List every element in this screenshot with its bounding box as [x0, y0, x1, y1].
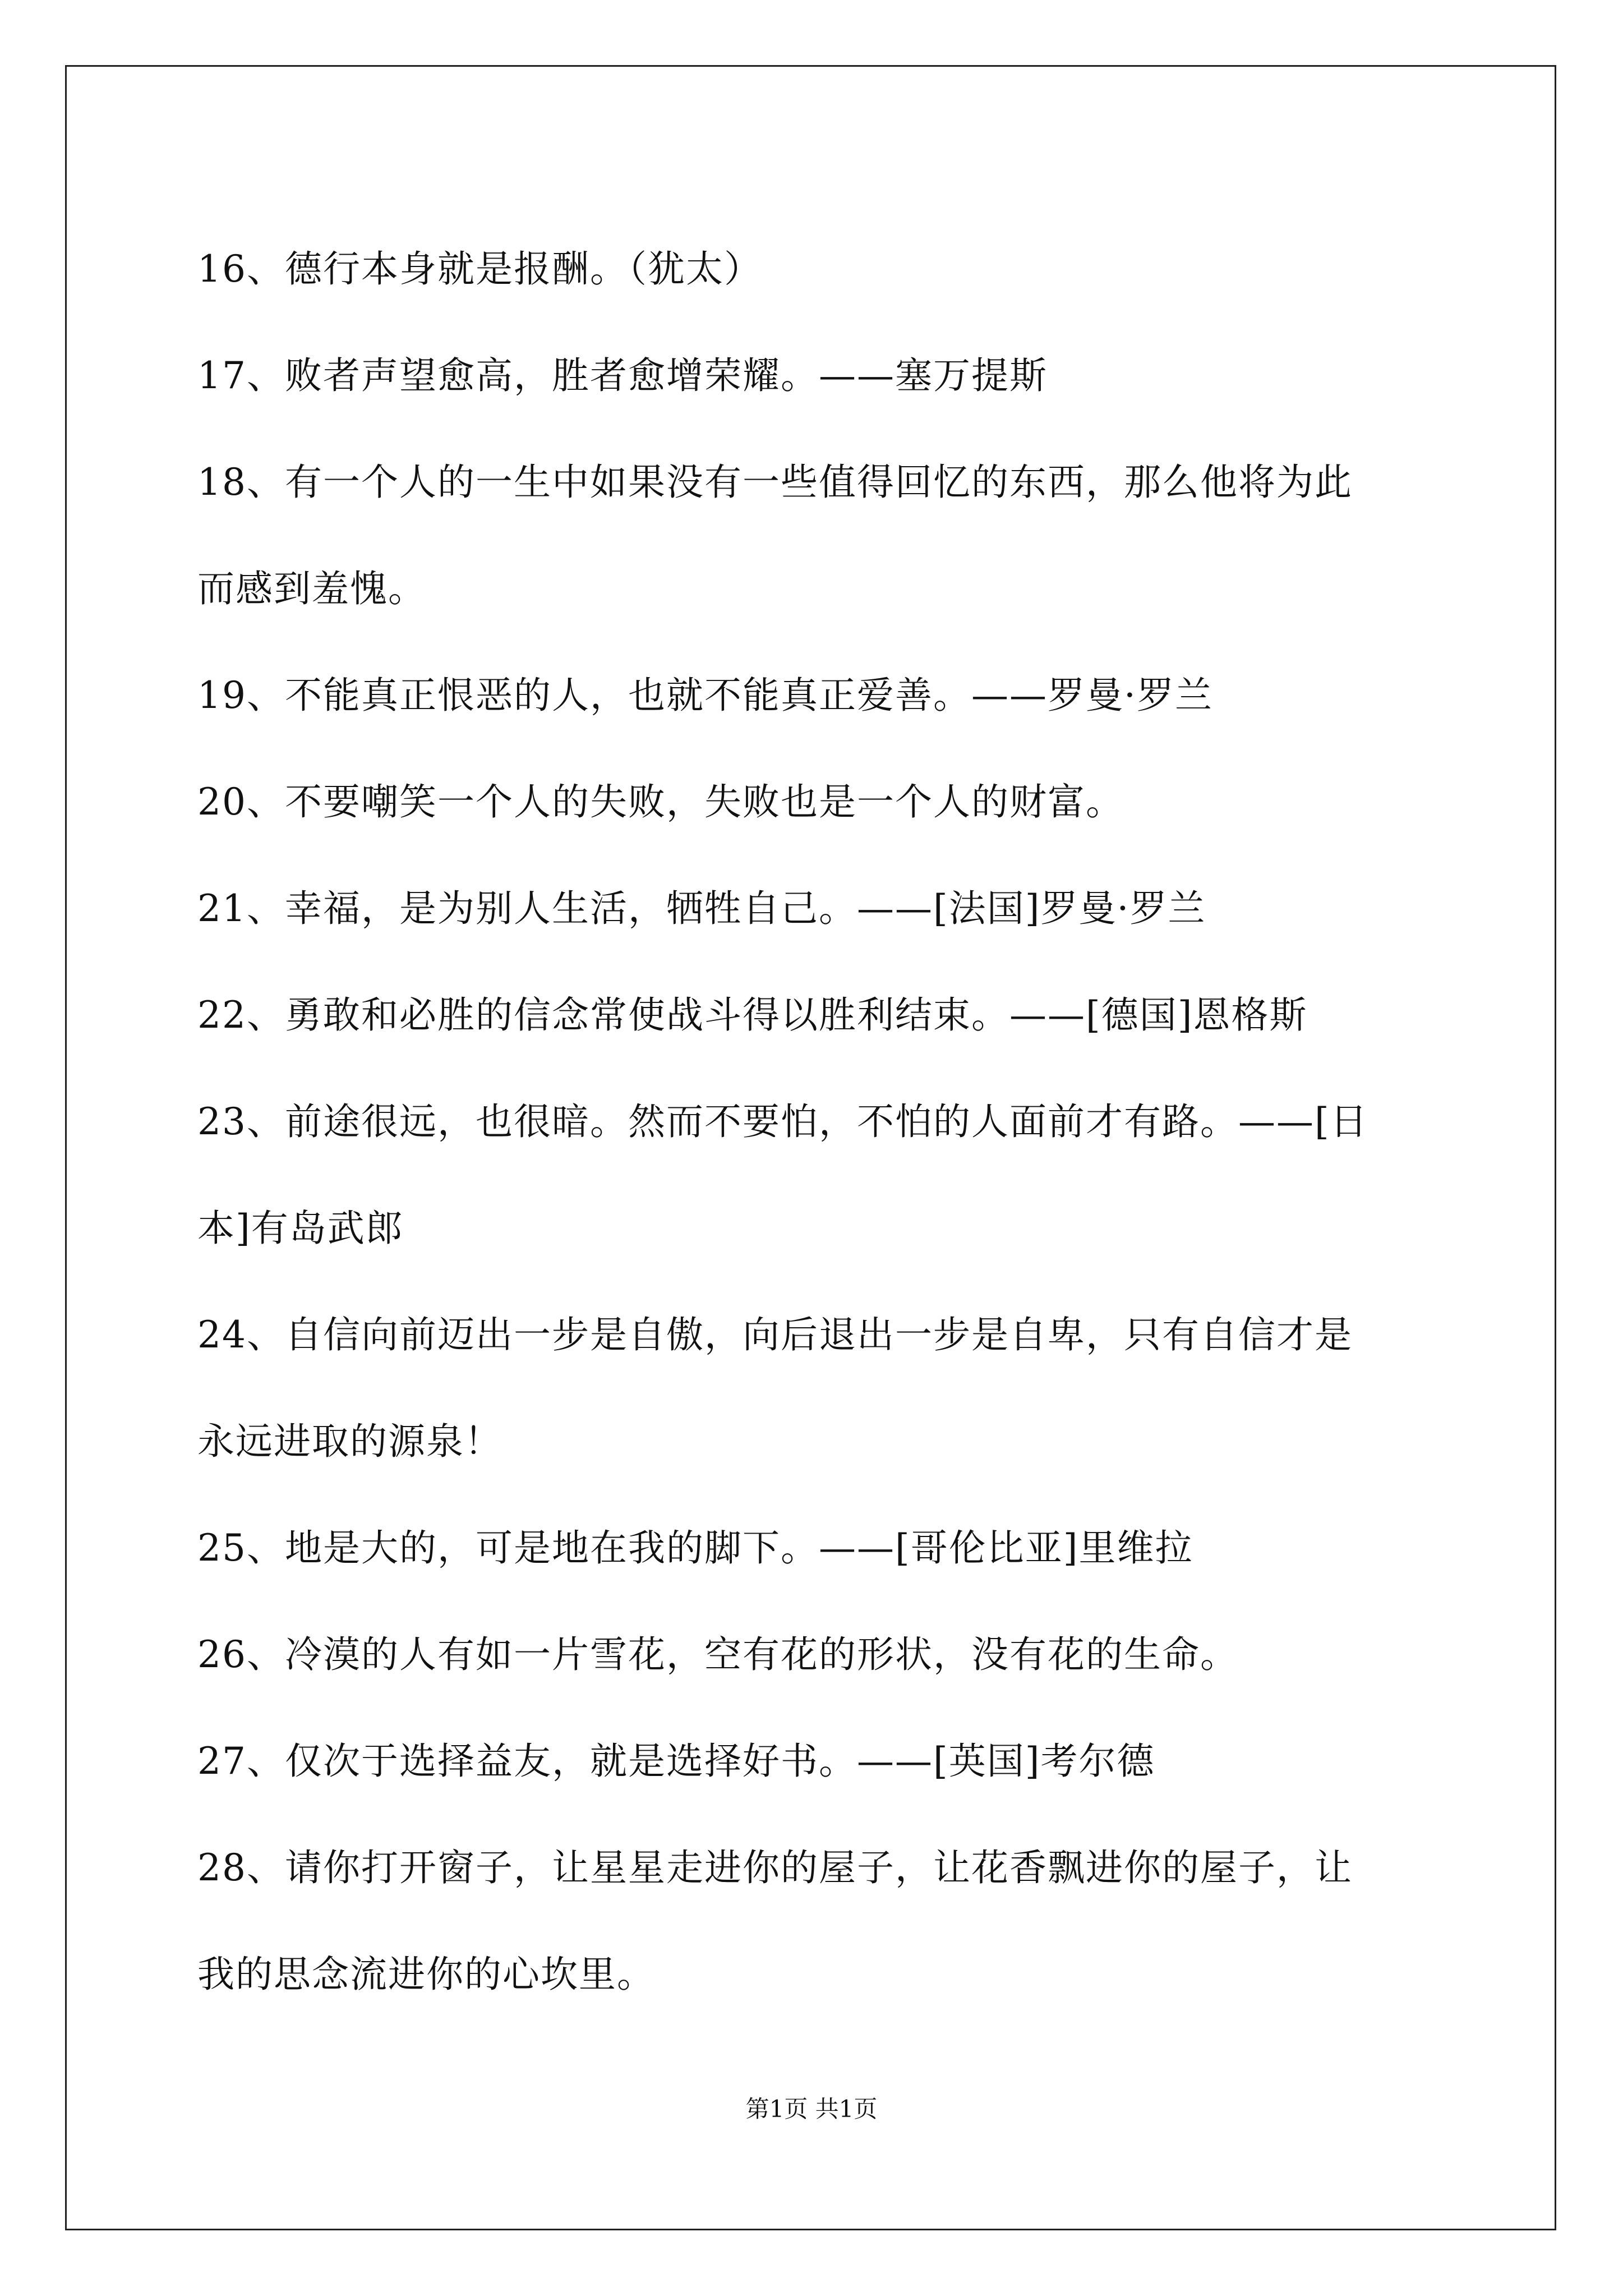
text-line: 而感到羞愧。 — [197, 567, 426, 610]
text-line: 22、勇敢和必胜的信念常使战斗得以胜利结束。——[德国]恩格斯 — [197, 993, 1308, 1037]
text-line: 23、前途很远，也很暗。然而不要怕，不怕的人面前才有路。——[日 — [197, 1100, 1368, 1143]
text-line: 20、不要嘲笑一个人的失败，失败也是一个人的财富。 — [197, 780, 1124, 823]
text-line: 18、有一个人的一生中如果没有一些值得回忆的东西，那么他将为此 — [197, 461, 1353, 504]
document-body — [197, 216, 1431, 2028]
text-line: 25、地是大的，可是地在我的脚下。——[哥伦比亚]里维拉 — [197, 1526, 1193, 1570]
page-footer: 第1页 共1页 — [745, 2095, 878, 2123]
text-line: 19、不能真正恨恶的人，也就不能真正爱善。——罗曼·罗兰 — [197, 674, 1213, 717]
text-line: 我的思念流进你的心坎里。 — [197, 1953, 655, 1996]
text-line: 本]有岛武郎 — [197, 1207, 404, 1250]
text-line: 26、冷漠的人有如一片雪花，空有花的形状，没有花的生命。 — [197, 1633, 1238, 1676]
text-line: 永远进取的源泉！ — [197, 1420, 502, 1463]
text-line: 21、幸福，是为别人生活，牺牲自己。——[法国]罗曼·罗兰 — [197, 887, 1206, 930]
text-line: 27、仅次于选择益友，就是选择好书。——[英国]考尔德 — [197, 1740, 1155, 1783]
text-line: 16、德行本身就是报酬。（犹太） — [197, 247, 762, 291]
text-line: 24、自信向前迈出一步是自傲，向后退出一步是自卑，只有自信才是 — [197, 1313, 1353, 1356]
text-line: 28、请你打开窗子，让星星走进你的屋子，让花香飘进你的屋子，让 — [197, 1846, 1353, 1889]
text-line: 17、败者声望愈高，胜者愈增荣耀。——塞万提斯 — [197, 354, 1048, 397]
